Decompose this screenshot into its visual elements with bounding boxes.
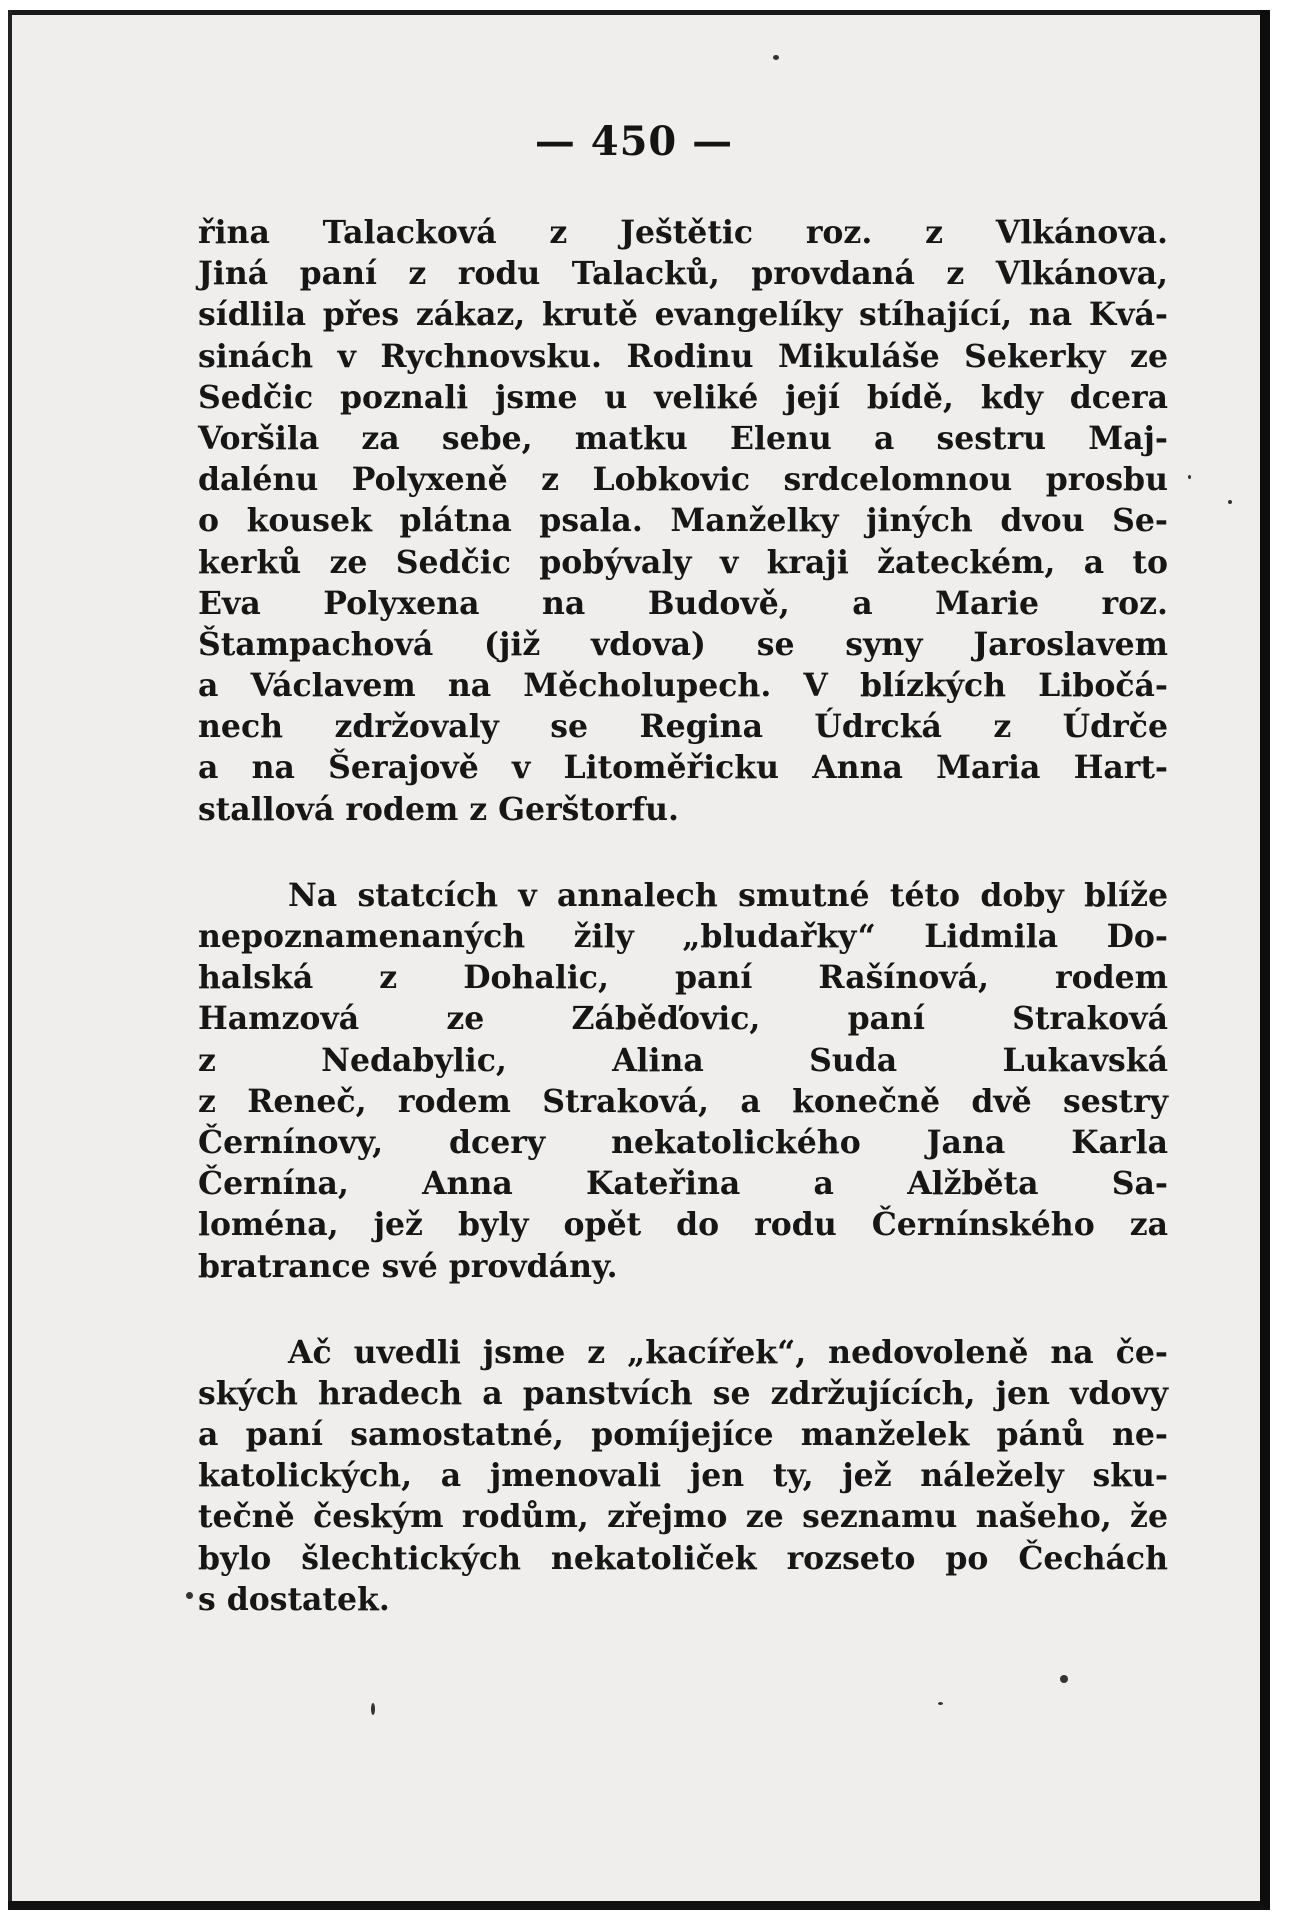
text-line: Ač uvedli jsme z „kacířek“, nedovoleně na če- <box>288 1333 1168 1371</box>
text-line: dalénu Polyxeně z Lobkovic srdcelomnou prosbu <box>198 461 1168 499</box>
text-line: stallová rodem z Gerštorfu. <box>198 790 679 828</box>
page-top-edge <box>8 10 1260 15</box>
text-line: Černína, Anna Kateřina a Alžběta Sa- <box>198 1165 1168 1203</box>
text-line: řina Talacková z Ještětic roz. z Vlkánova. <box>198 214 1168 251</box>
text-line: a na Šerajově v Litoměřicku Anna Maria Hart- <box>198 749 1168 787</box>
text-line: o kousek plátna psala. Manželky jiných dvou Se- <box>198 502 1168 540</box>
text-line: Eva Polyxena na Budově, a Marie roz. <box>198 584 1168 622</box>
text-line: tečně českým rodům, zřejmo ze seznamu našeho, že <box>198 1498 1168 1536</box>
text-line: sinách v Rychnovsku. Rodinu Mikuláše Sekerky ze <box>198 337 1168 375</box>
text-line: Jiná paní z rodu Talacků, provdaná z Vlkánova, <box>198 255 1168 293</box>
text-line: Černínovy, dcery nekatolického Jana Karla <box>198 1123 1168 1161</box>
text-line: z Nedabylic, Alina Suda Lukavská <box>198 1041 1168 1079</box>
text-line: kerků ze Sedčic pobývaly v kraji žateckém, a to <box>198 543 1168 581</box>
text-line: sídlila přes zákaz, krutě evangelíky stíhající, na Kvá- <box>198 296 1168 334</box>
text-line: bylo šlechtických nekatoliček rozseto po Čechách <box>198 1539 1168 1577</box>
paragraph-1 <box>198 212 1168 830</box>
text-line: Voršila za sebe, matku Elenu a sestru Maj- <box>198 419 1168 457</box>
text-line: Štampachová (již vdova) se syny Jaroslavem <box>198 625 1168 663</box>
text-line: a paní samostatné, pomíjejíce manželek pánů ne- <box>198 1416 1168 1454</box>
paragraph-2 <box>198 875 1168 1287</box>
text-line: Na statcích v annalech smutné této doby blíže <box>288 876 1168 914</box>
text-line: halská z Dohalic, paní Rašínová, rodem <box>198 959 1168 997</box>
paragraph-3 <box>198 1332 1168 1620</box>
book-page <box>8 10 1270 1910</box>
text-line: Hamzová ze Záběďovic, paní Straková <box>198 1000 1168 1038</box>
text-line: katolických, a jmenovali jen ty, jež náležely sku- <box>198 1457 1168 1495</box>
page-number: — 450 — <box>534 118 734 165</box>
text-line: ských hradech a panstvích se zdržujících, jen vdovy <box>198 1374 1168 1412</box>
body-text <box>198 212 1168 1620</box>
text-line: loména, jež byly opět do rodu Černínského za <box>198 1206 1168 1244</box>
page-left-edge <box>8 10 12 1901</box>
text-line: s dostatek. <box>198 1580 390 1618</box>
text-line: bratrance své provdány. <box>198 1247 618 1285</box>
text-line: nech zdržovaly se Regina Údrcká z Údrče <box>198 708 1168 746</box>
text-line: Sedčic poznali jsme u veliké její bídě, kdy dcera <box>198 378 1168 416</box>
text-line: a Václavem na Měcholupech. V blízkých Libočá- <box>198 667 1168 705</box>
text-line: z Reneč, rodem Straková, a konečně dvě sestry <box>198 1082 1168 1120</box>
text-line: nepoznamenaných žily „bludařky“ Lidmila Do- <box>198 918 1168 955</box>
